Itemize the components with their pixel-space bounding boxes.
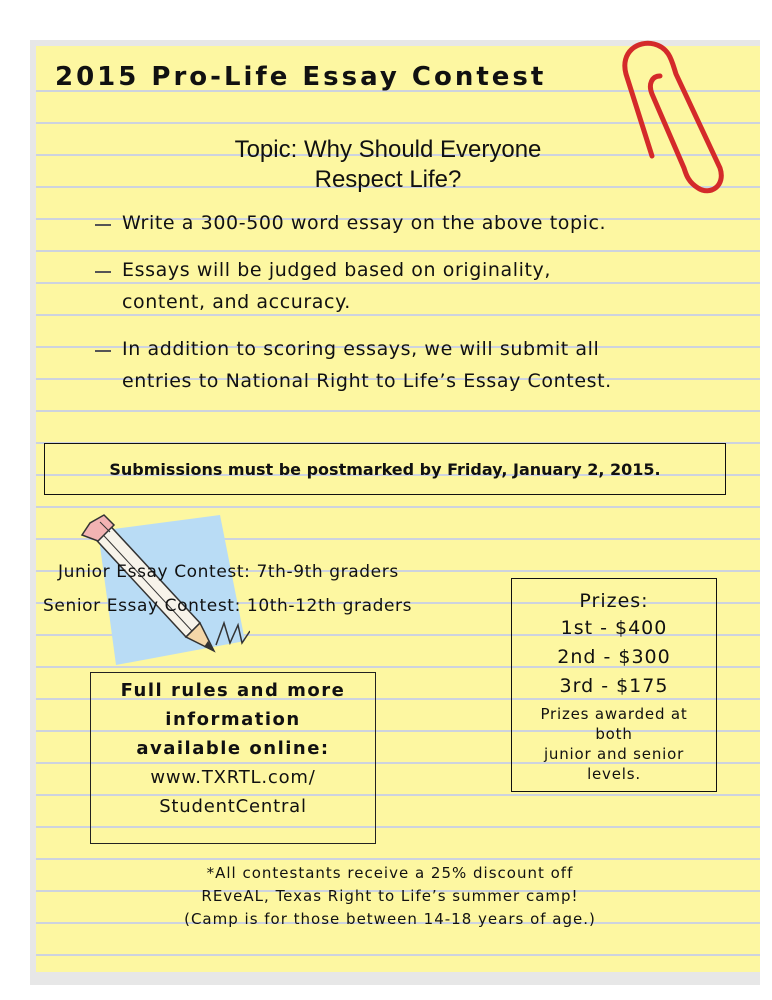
footnote-line: (Camp is for those between 14-18 years of age.) [184, 910, 596, 928]
rule-item [95, 333, 695, 397]
website-url-line: www.TXRTL.com/ [150, 767, 316, 788]
prizes-note-line: both [595, 725, 633, 743]
prizes-note-line: junior and senior [543, 745, 685, 763]
prize-item: 2nd - $300 [557, 646, 671, 668]
website-url-line: StudentCentral [159, 796, 307, 817]
pencil-sticky-note-icon [80, 513, 250, 668]
prizes-note-line: levels. [587, 765, 641, 783]
topic-line-1: Topic: Why Should Everyone [234, 136, 542, 163]
prizes-box [511, 578, 717, 792]
rule-text: content, and accuracy. [122, 291, 351, 313]
essay-topic [200, 135, 576, 195]
dash-bullet-icon [95, 271, 111, 273]
rule-item [95, 254, 695, 318]
deadline-notice: Submissions must be postmarked by Friday, January 2, 2015. [44, 443, 726, 495]
footnote-line: REveAL, Texas Right to Life’s summer camp! [201, 887, 579, 905]
topic-line-2: Respect Life? [314, 166, 462, 193]
footnote-line: *All contestants receive a 25% discount off [206, 864, 574, 882]
online-info-line: available online: [136, 738, 330, 759]
junior-contest-label: Junior Essay Contest: 7th-9th graders [58, 562, 399, 582]
online-info-line: Full rules and more [120, 680, 346, 701]
camp-discount-footnote [120, 862, 660, 931]
prizes-note-line: Prizes awarded at [540, 705, 688, 723]
paperclip-icon [612, 36, 732, 196]
prizes-heading: Prizes: [579, 590, 649, 612]
rule-text: entries to National Right to Life’s Essay Contest. [122, 370, 612, 392]
dash-bullet-icon [95, 224, 111, 226]
online-info-box [90, 672, 376, 844]
contest-rules-list [95, 207, 695, 412]
prizes-note [512, 704, 716, 784]
prize-item: 3rd - $175 [559, 675, 669, 697]
rule-text: In addition to scoring essays, we will submit all [122, 338, 600, 360]
dash-bullet-icon [95, 350, 111, 352]
senior-contest-label: Senior Essay Contest: 10th-12th graders [43, 596, 413, 616]
rule-text: Essays will be judged based on originality, [122, 259, 551, 281]
prize-item: 1st - $400 [560, 617, 668, 639]
page-title: 2015 Pro-Life Essay Contest [55, 62, 547, 92]
online-info-line: information [165, 709, 301, 730]
rule-text: Write a 300-500 word essay on the above topic. [122, 212, 607, 234]
rule-item [95, 207, 695, 239]
